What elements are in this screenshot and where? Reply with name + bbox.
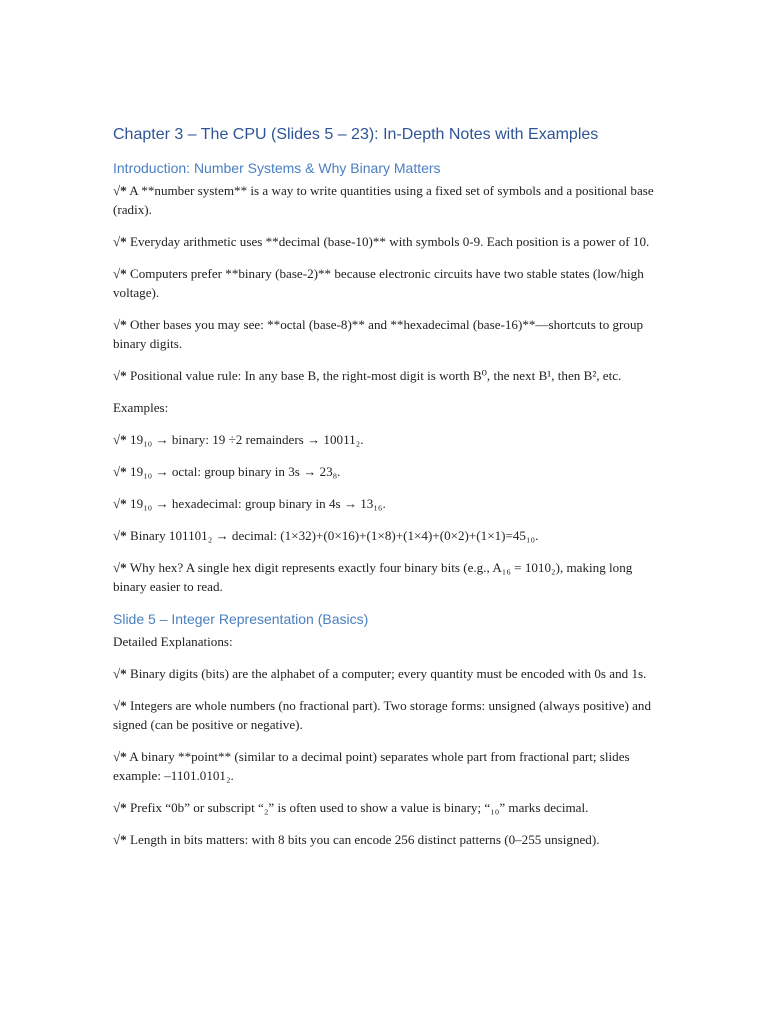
check-icon: √*	[113, 317, 127, 332]
bullet-text: A binary **point** (similar to a decimal point) separates whole part from fractional part; slides example: –1101.0101₂.	[113, 749, 630, 783]
example-item	[113, 558, 658, 596]
bullet-text: Other bases you may see: **octal (base-8)** and **hexadecimal (base-16)**—shortcuts to group binary digits.	[113, 317, 644, 351]
bullet-item	[113, 232, 658, 251]
check-icon: √*	[113, 749, 127, 764]
check-icon: √*	[113, 234, 127, 249]
page-title: Chapter 3 – The CPU (Slides 5 – 23): In-Depth Notes with Examples	[113, 126, 599, 143]
bullet-item	[113, 315, 658, 353]
bullet-text: Prefix “0b” or subscript “₂” is often used to show a value is binary; “₁₀” marks decimal.	[130, 800, 589, 815]
check-icon: √*	[113, 666, 127, 681]
check-icon: √*	[113, 528, 127, 543]
bullet-text: Length in bits matters: with 8 bits you can encode 256 distinct patterns (0–255 unsigned).	[130, 832, 600, 847]
check-icon: √*	[113, 368, 127, 383]
section-label: Detailed Explanations:	[113, 634, 233, 649]
bullet-text: Integers are whole numbers (no fractional part). Two storage forms: unsigned (always positive) and signed (can be positive or negative).	[113, 698, 651, 732]
example-item	[113, 430, 658, 449]
check-icon: √*	[113, 496, 127, 511]
bullet-item	[113, 664, 658, 683]
check-icon: √*	[113, 266, 127, 281]
check-icon: √*	[113, 832, 127, 847]
example-item	[113, 526, 658, 545]
example-text: 19₁₀ → binary: 19 ÷2 remainders → 10011₂.	[130, 432, 364, 447]
bullet-text: Binary digits (bits) are the alphabet of a computer; every quantity must be encoded with 0s and 1s.	[130, 666, 647, 681]
bullet-text: Everyday arithmetic uses **decimal (base-10)** with symbols 0-9. Each position is a power of 10.	[130, 234, 650, 249]
check-icon: √*	[113, 464, 127, 479]
example-text: 19₁₀ → octal: group binary in 3s → 23₈.	[130, 464, 341, 479]
example-item	[113, 494, 658, 513]
bullet-item	[113, 264, 658, 302]
bullet-text: A **number system** is a way to write quantities using a fixed set of symbols and a positional base (radix).	[113, 183, 654, 217]
check-icon: √*	[113, 800, 127, 815]
bullet-item	[113, 747, 658, 785]
check-icon: √*	[113, 560, 127, 575]
section-heading-slide5: Slide 5 – Integer Representation (Basics)	[113, 611, 369, 627]
document-content	[113, 124, 658, 862]
bullet-item	[113, 181, 658, 219]
example-text: 19₁₀ → hexadecimal: group binary in 4s → 13₁₆.	[130, 496, 386, 511]
bullet-item	[113, 830, 658, 849]
example-text: Binary 101101₂ → decimal: (1×32)+(0×16)+(1×8)+(1×4)+(0×2)+(1×1)=45₁₀.	[130, 528, 539, 543]
examples-label: Examples:	[113, 400, 169, 415]
bullet-item	[113, 366, 658, 385]
bullet-item	[113, 696, 658, 734]
bullet-text: Computers prefer **binary (base-2)** because electronic circuits have two stable states (low/high voltage).	[113, 266, 644, 300]
check-icon: √*	[113, 183, 127, 198]
example-text: Why hex? A single hex digit represents exactly four binary bits (e.g., A₁₆ = 1010₂), making long binary easier to read.	[113, 560, 633, 594]
check-icon: √*	[113, 698, 127, 713]
section-heading-intro: Introduction: Number Systems & Why Binary Matters	[113, 160, 441, 176]
example-item	[113, 462, 658, 481]
check-icon: √*	[113, 432, 127, 447]
bullet-text: Positional value rule: In any base B, the right-most digit is worth B⁰, the next B¹, then B², etc.	[130, 368, 622, 383]
bullet-item	[113, 798, 658, 817]
